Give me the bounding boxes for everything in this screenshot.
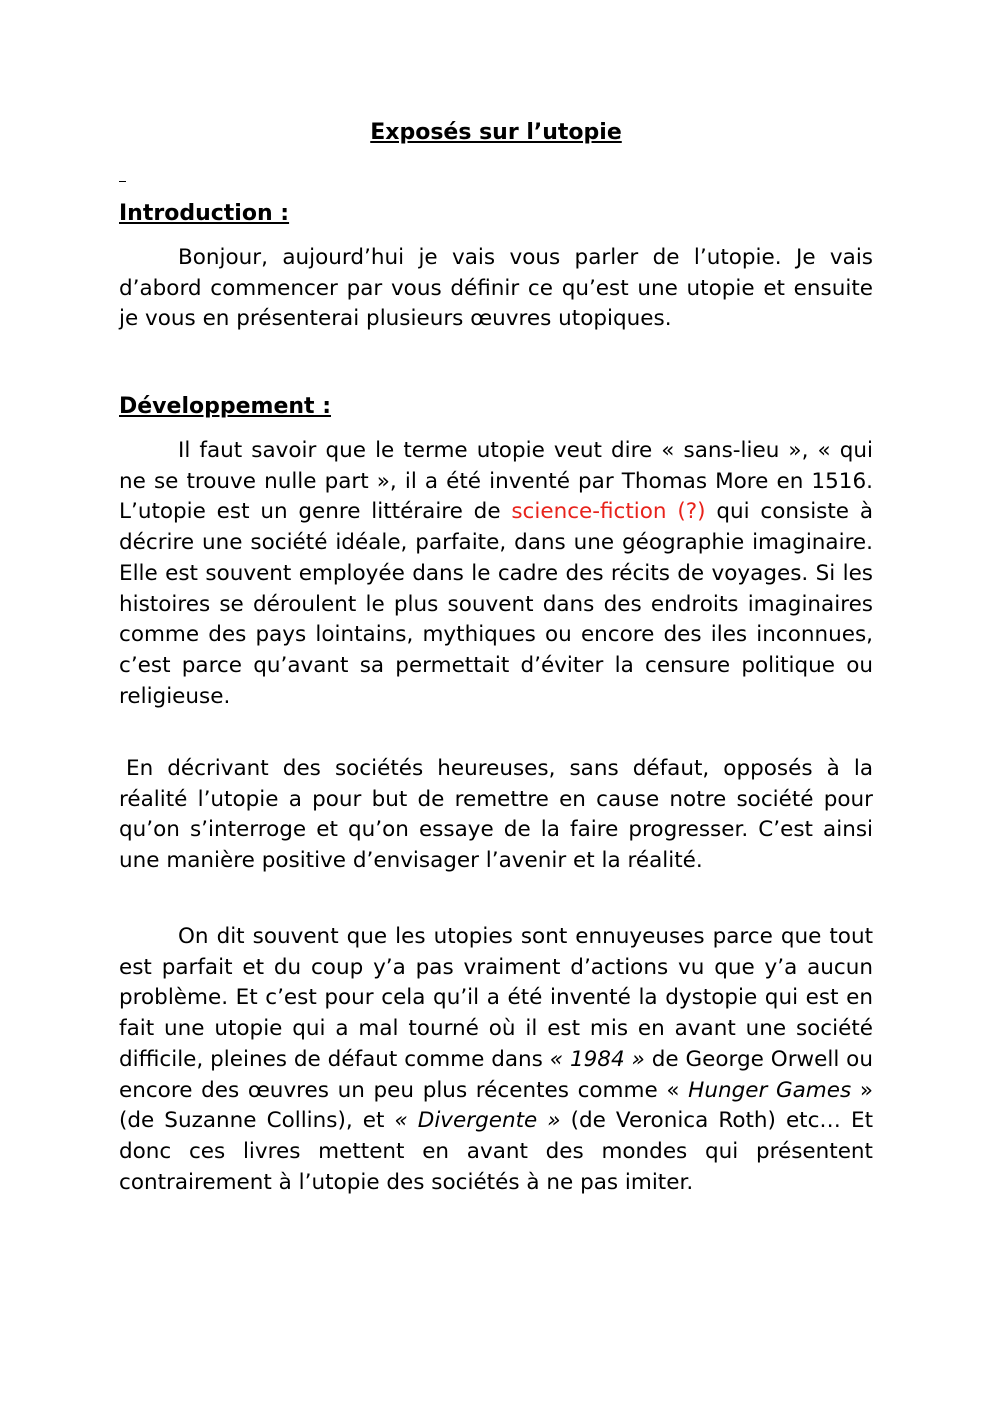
development-paragraph-2: En décrivant des sociétés heureuses, sans défaut, opposés à la réalité l’utopie a pour but de remettre en cause notre société pour qu’on s’interroge et qu’on essaye de la faire progresser. C’est ainsi une manière positive d’envisager l’avenir et la réalité.: [119, 756, 873, 874]
paragraph-text: de George Orwell ou encore des œuvres un peu plus récentes comme «: [119, 1046, 873, 1103]
paragraph-text: (de Veronica Roth) etc… Et donc ces livres mettent en avant des mondes qui présentent contrairement à l’utopie des sociétés à ne pas imiter.: [119, 1108, 873, 1195]
development-heading: Développement :: [119, 394, 331, 419]
work-title-1984: « 1984 »: [549, 1046, 645, 1072]
work-title-hunger-games: Hunger Games: [688, 1077, 852, 1103]
paragraph-text: qui consiste à décrire une société idéale, parfaite, dans une géographie imaginaire. Elle est souvent employée dans le cadre des récits de voyages. Si les histoires se déroulent le plus souvent dans des endroits imaginaires comme des pays lointains, mythiques ou encore des iles inconnues, c’est parce qu’avant sa permettait d’éviter la censure politique ou religieuse.: [119, 499, 873, 709]
document-title: Exposés sur l’utopie: [370, 120, 622, 145]
paragraph-text: » (de Suzanne Collins), et: [119, 1077, 873, 1134]
development-paragraph-1: [119, 436, 873, 712]
paragraph-text: On dit souvent que les utopies sont ennuyeuses parce que tout est parfait et du coup y’a pas vraiment d’actions vu que y’a aucun problème. Et c’est pour cela qu’il a été inventé la dystopie qui est en fait une utopie qui a mal tourné où il est mis en avant une société difficile, pleines de défaut comme dans: [119, 924, 873, 1072]
stray-underline-mark: [119, 181, 126, 182]
work-title-divergente: « Divergente »: [394, 1108, 561, 1134]
paragraph-text: Il faut savoir que le terme utopie veut dire « sans-lieu », « qui ne se trouve nulle part », il a été inventé par Thomas More en 1516. L’utopie est un genre littéraire de: [119, 438, 873, 525]
introduction-paragraph: Bonjour, aujourd’hui je vais vous parler de l’utopie. Je vais d’abord commencer par vous définir ce qu’est une utopie et ensuite je vous en présenterai plusieurs œuvres utopiques.: [119, 245, 873, 332]
highlighted-text: science-fiction (?): [511, 499, 706, 525]
introduction-heading: Introduction :: [119, 201, 290, 226]
development-paragraph-3: [119, 922, 873, 1198]
